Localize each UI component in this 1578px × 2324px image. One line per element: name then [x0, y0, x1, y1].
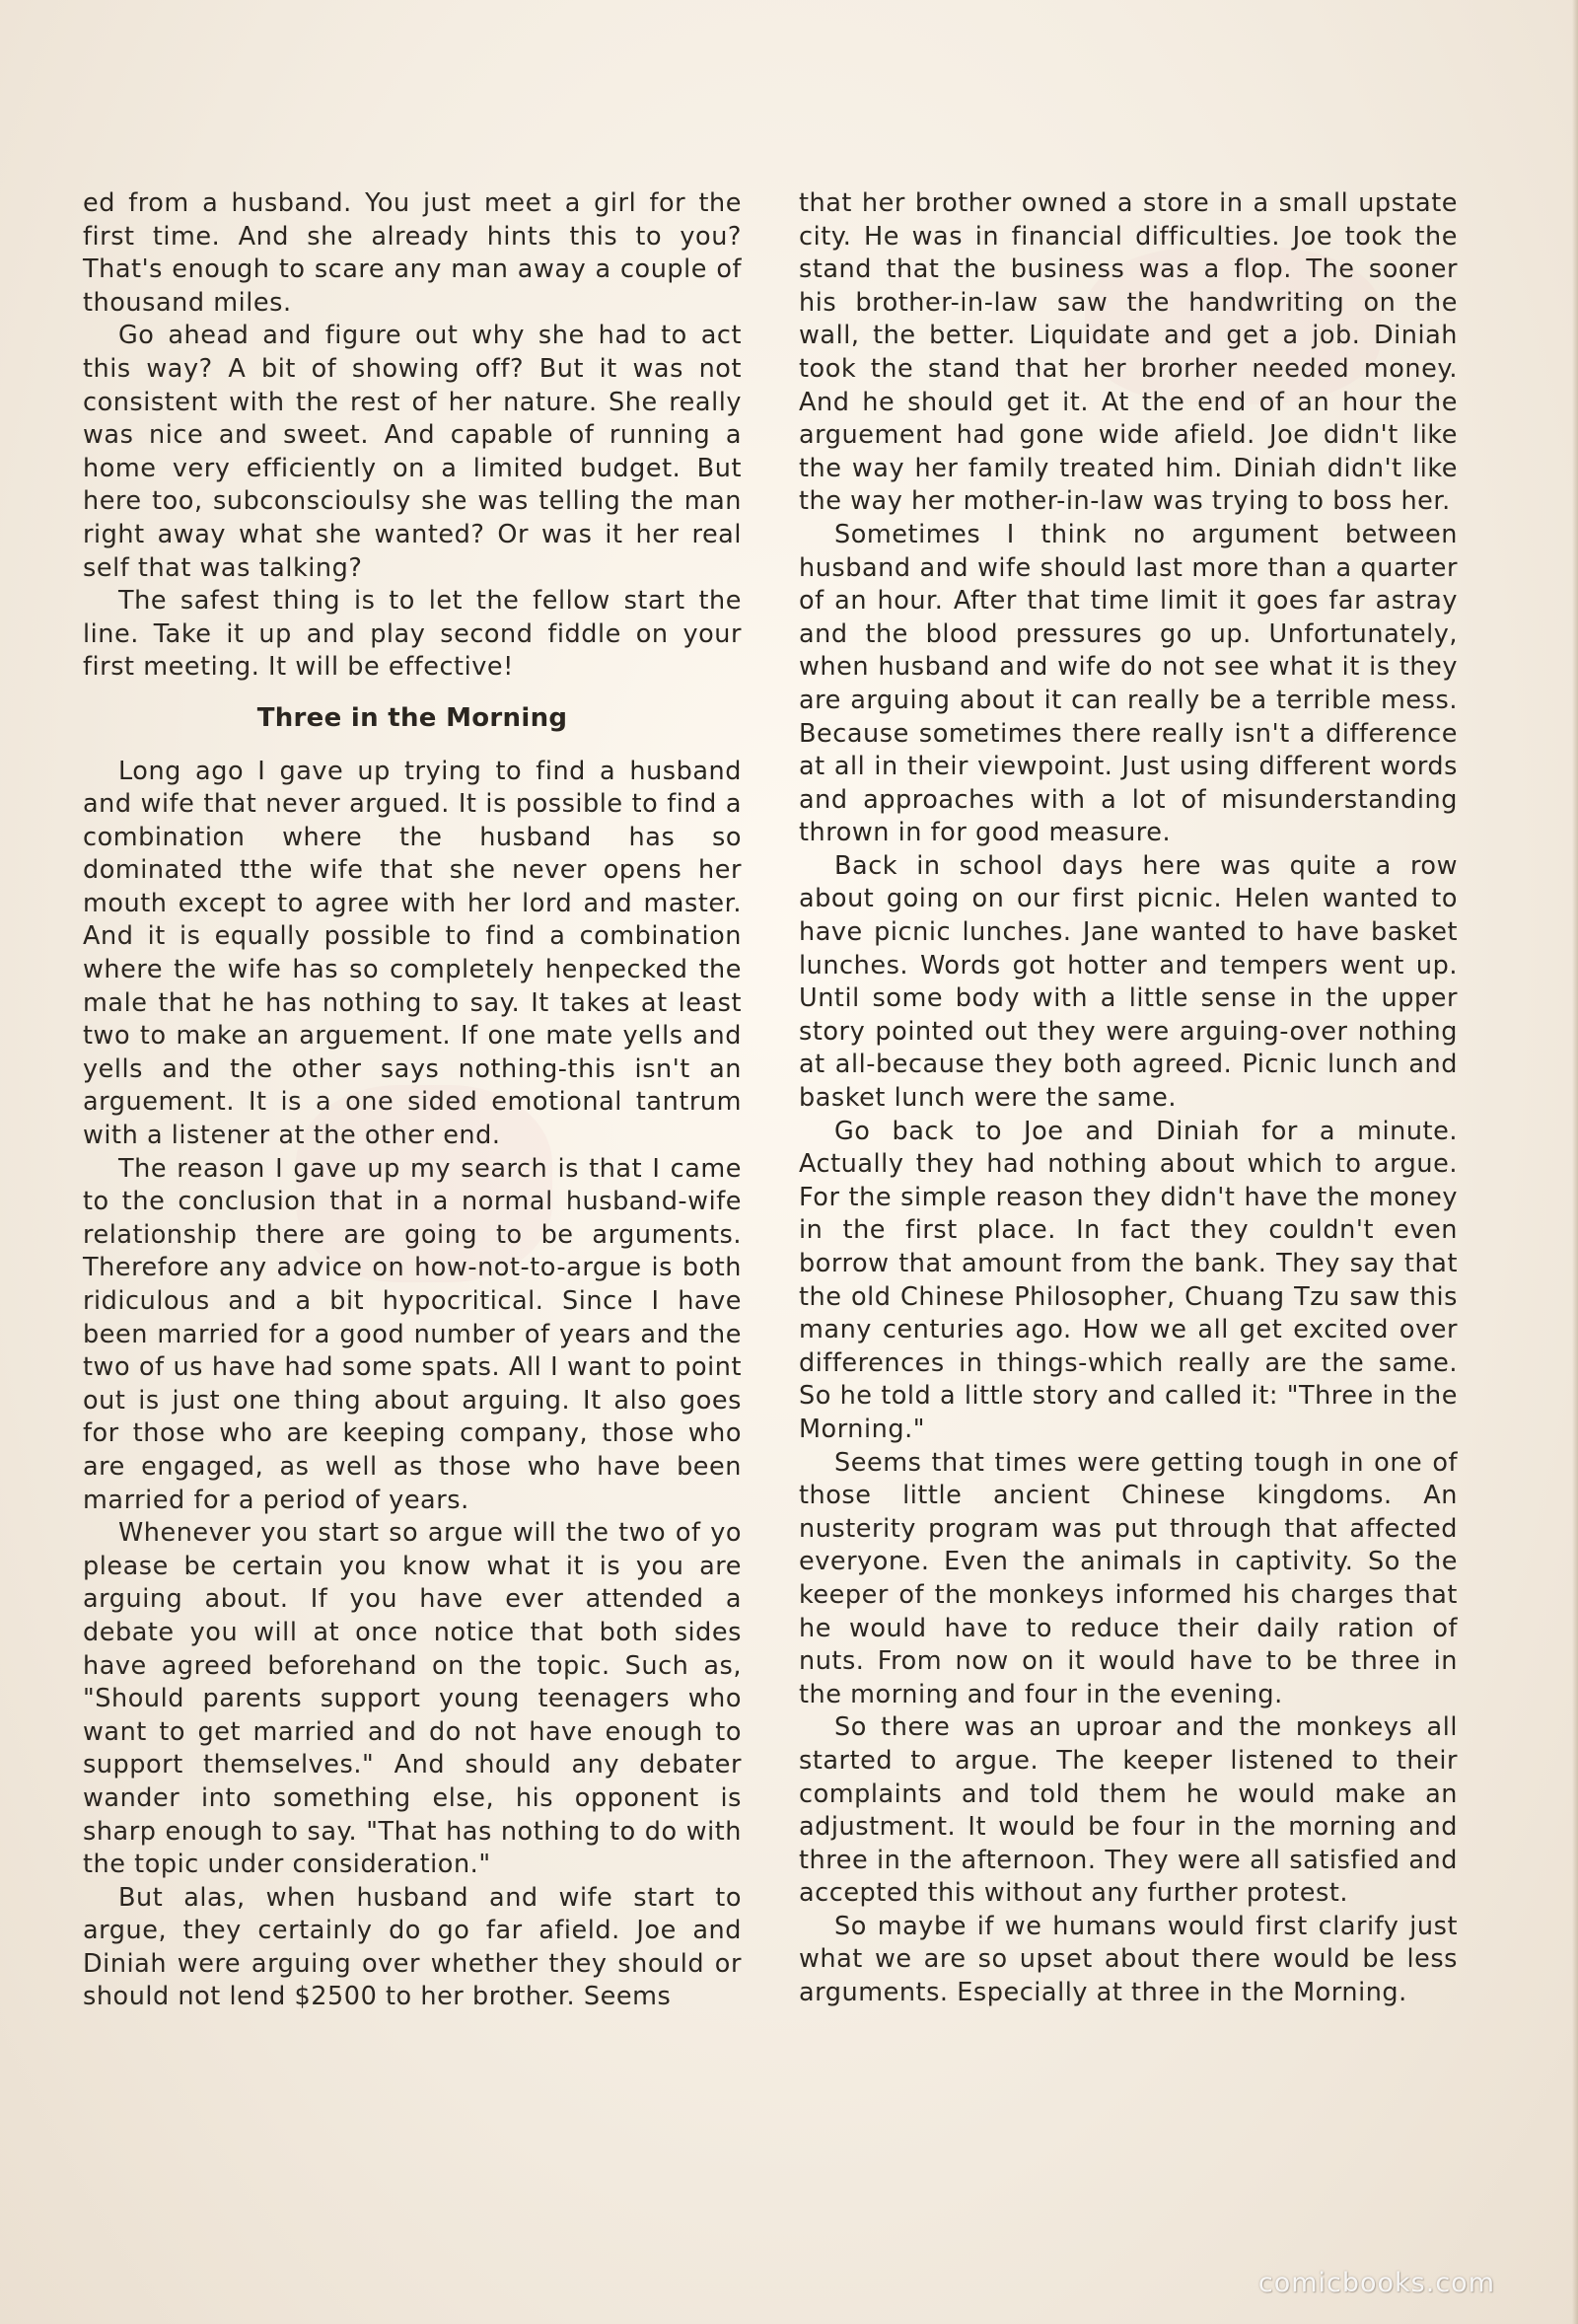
page-edge: [1572, 0, 1578, 2324]
paragraph: Long ago I gave up trying to find a husband and wife that never argued. It is possible to find a combination where the husband has so dominated tthe wife that she never opens her mouth except to agree with her lord and master. And it is equally possible to find a combination where the wife has so completely henpecked the male that he has nothing to say. It takes at least two to make an arguement. If one mate yells and yells and the other says nothing-this isn't an arguement. It is a one sided emotional tantrum with a listener at the other end.: [83, 756, 742, 1151]
paragraph: Back in school days here was quite a row about going on our first picnic. Helen wanted to have picnic lunches. Jane wanted to have basket lunches. Words got hotter and tempers went up. Until some body with a little sense in the upper story pointed out they were arguing-over nothing at all-because they both agreed. Picnic lunch and basket lunch were the same.: [799, 850, 1458, 1114]
watermark: comicbooks.com: [1257, 2268, 1495, 2298]
paragraph: Seems that times were getting tough in one of those little ancient Chinese kingdoms. An nusterity program was put through that affected everyone. Even the animals in captivity. So the keeper of the monkeys informed his charges that he would have to reduce their daily ration of nuts. From now on it would have to be three in the morning and four in the evening.: [799, 1447, 1458, 1709]
paragraph: The safest thing is to let the fellow start the line. Take it up and play second fiddle on your first meeting. It will be effective!: [83, 586, 742, 683]
paragraph: that her brother owned a store in a small upstate city. He was in financial difficulties. Joe took the stand that the business was a flop. The sooner his brother-in-law saw the handwriting on the wall, the better. Liquidate and get a job. Diniah took the stand that her brorher needed money. And he should get it. At the end of an hour the arguement had gone wide afield. Joe didn't like the way her family treated him. Diniah didn't like the way her mother-in-law was trying to boss her.: [799, 188, 1458, 517]
paragraph: Go back to Joe and Diniah for a minute. Actually they had nothing about which to argue. For the simple reason they didn't have the money in the first place. In fact they couldn't even borrow that amount from the bank. They say that the old Chinese Philosopher, Chuang Tzu saw this many centuries ago. How we all get excited over differences in things-which really are the same. So he told a little story and called it: "Three in the Morning.": [799, 1116, 1458, 1444]
paragraph: So there was an uproar and the monkeys all started to argue. The keeper listened to their complaints and told them he would make an adjustment. It would be four in the morning and three in the afternoon. They were all satisfied and accepted this without any further protest.: [799, 1712, 1458, 1909]
paragraph: But alas, when husband and wife start to argue, they certainly do go far afield. Joe and Diniah were arguing over whether they should or should not lend $2500 to her brother. Seems: [83, 1882, 742, 2012]
left-column: [83, 187, 742, 2014]
paragraph: Go ahead and figure out why she had to act this way? A bit of showing off? But it was not consistent with the rest of her nature. She really was nice and sweet. And capable of running a home very efficiently on a limited budget. But here too, subconscioulsy she was telling the man right away what she wanted? Or was it her real self that was talking?: [83, 321, 742, 583]
section-heading: Three in the Morning: [256, 702, 568, 733]
paragraph: The reason I gave up my search is that I came to the conclusion that in a normal husband-wife relationship there are going to be arguments. Therefore any advice on how-not-to-argue is both ridiculous and a bit hypocritical. Since I have been married for a good number of years and the two of us have had some spats. All I want to point out is just one thing about arguing. It also goes for those who are keeping company, those who are engaged, as well as those who have been married for a period of years.: [83, 1153, 742, 1515]
right-column: [799, 187, 1458, 2010]
paragraph: So maybe if we humans would first clarify just what we are so upset about there would be less arguments. Especially at three in the Morning.: [799, 1911, 1458, 2008]
paragraph: ed from a husband. You just meet a girl for the first time. And she already hints this to you? That's enough to scare any man away a couple of thousand miles.: [83, 188, 742, 318]
paragraph: Whenever you start so argue will the two of yo please be certain you know what it is you are arguing about. If you have ever attended a debate you will at once notice that both sides have agreed beforehand on the topic. Such as, "Should parents support young teenagers who want to get married and do not have enough to support themselves." And should any debater wander into something else, his opponent is sharp enough to say. "That has nothing to do with the topic under consideration.": [83, 1518, 742, 1880]
paragraph: Sometimes I think no argument between husband and wife should last more than a quarter of an hour. After that time limit it goes far astray and the blood pressures go up. Unfortunately, when husband and wife do not see what it is they are arguing about it can really be a terrible mess. Because sometimes there really isn't a difference at all in their viewpoint. Just using different words and approaches with a lot of misunderstanding thrown in for good measure.: [799, 519, 1458, 848]
